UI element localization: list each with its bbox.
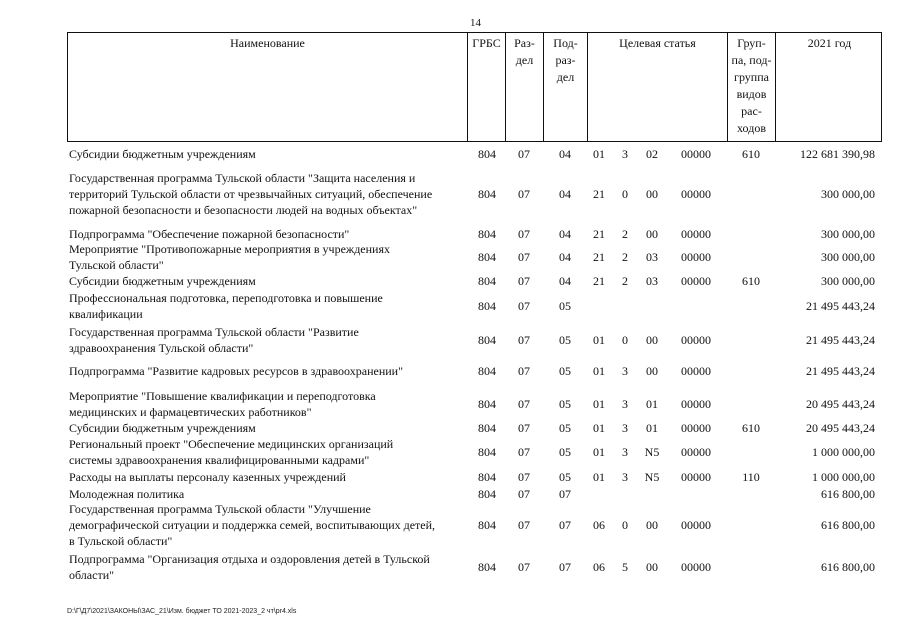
table-row [67, 437, 882, 467]
cell-t4: 00000 [681, 226, 711, 241]
cell-t3: 03 [646, 273, 658, 288]
cell-razd: 07 [518, 469, 530, 484]
cell-name: Государственная программа Тульской области "Развитие здравоохранения Тульской области" [69, 325, 359, 355]
cell-sum: 21 495 443,24 [806, 332, 875, 347]
cell-grp [736, 291, 766, 321]
cell-razd: 07 [518, 444, 530, 459]
cell-t1: 21 [593, 186, 605, 201]
cell-podr: 05 [559, 420, 571, 435]
cell-podr: 05 [559, 332, 571, 347]
cell-t4: 00000 [681, 517, 711, 532]
cell-name: Государственная программа Тульской области "Защита населения и территорий Тульской области от чрезвычайных ситуаций, обеспечение пожарной безопасности и безопасности людей на водных объектах" [69, 171, 433, 217]
cell-t3: 00 [646, 363, 658, 378]
cell-t2: 2 [622, 226, 628, 241]
cell-t2 [619, 291, 631, 321]
cell-t4: 00000 [681, 396, 711, 411]
cell-sum: 300 000,00 [821, 186, 875, 201]
cell-razd: 07 [518, 298, 530, 313]
cell-sum: 1 000 000,00 [812, 444, 875, 459]
table-row [67, 469, 882, 485]
cell-t2: 3 [622, 146, 628, 161]
cell-sum: 21 495 443,24 [806, 363, 875, 378]
cell-razd: 07 [518, 517, 530, 532]
cell-t4: 00000 [681, 444, 711, 459]
cell-t3: 03 [646, 249, 658, 264]
cell-grp [736, 437, 766, 467]
cell-t3 [640, 291, 664, 321]
cell-podr: 04 [559, 249, 571, 264]
table-row [67, 389, 882, 419]
cell-grbs: 804 [478, 186, 496, 201]
cell-t4: 00000 [681, 249, 711, 264]
cell-grbs: 804 [478, 559, 496, 574]
table-row [67, 550, 882, 584]
header-year: 2021 год [807, 36, 852, 50]
cell-t1: 01 [593, 444, 605, 459]
cell-t4: 00000 [681, 146, 711, 161]
cell-grbs: 804 [478, 226, 496, 241]
cell-name: Региональный проект "Обеспечение медицинских организаций системы здравоохранения квалифицированными кадрами" [69, 437, 394, 467]
cell-grp: 610 [742, 146, 760, 161]
cell-t4: 00000 [681, 469, 711, 484]
table-row [67, 420, 882, 436]
cell-grp [736, 169, 766, 219]
cell-grp [736, 243, 766, 271]
cell-t3: N5 [644, 469, 660, 484]
table-row [67, 503, 882, 547]
cell-t3: 01 [646, 396, 658, 411]
cell-t2: 0 [622, 517, 628, 532]
cell-t1: 01 [593, 396, 605, 411]
file-path: D:\Г\Д7\2021\ЗАКОНЫ\ЗАС_21\Изм. бюджет ТО 2021-2023_2 чт\pr4.xls [67, 608, 297, 615]
cell-t3 [640, 486, 664, 502]
cell-podr: 05 [559, 298, 571, 313]
cell-t2: 3 [622, 396, 628, 411]
cell-name: Субсидии бюджетным учреждениям [69, 274, 256, 288]
cell-t1: 01 [593, 420, 605, 435]
cell-sum: 1 000 000,00 [812, 469, 875, 484]
table-header [67, 32, 882, 142]
cell-t2: 5 [622, 559, 628, 574]
cell-razd: 07 [518, 146, 530, 161]
cell-t3: 00 [646, 186, 658, 201]
cell-sum: 122 681 390,98 [800, 146, 875, 161]
cell-t4: 00000 [681, 273, 711, 288]
table-row [67, 363, 882, 379]
cell-podr: 07 [559, 559, 571, 574]
cell-grp: 610 [742, 420, 760, 435]
cell-podr: 04 [559, 226, 571, 241]
cell-name: Субсидии бюджетным учреждениям [69, 147, 256, 161]
cell-t4: 00000 [681, 559, 711, 574]
cell-sum: 616 800,00 [821, 486, 875, 501]
cell-grp: 610 [742, 273, 760, 288]
table-row [67, 486, 882, 502]
cell-razd: 07 [518, 559, 530, 574]
cell-t2 [619, 486, 631, 502]
cell-podr: 04 [559, 146, 571, 161]
cell-podr: 05 [559, 396, 571, 411]
cell-grbs: 804 [478, 444, 496, 459]
cell-name: Подпрограмма "Обеспечение пожарной безопасности" [69, 227, 350, 241]
cell-grbs: 804 [478, 396, 496, 411]
cell-name: Мероприятие "Повышение квалификации и переподготовка медицинских и фармацевтических работников" [69, 389, 376, 419]
cell-razd: 07 [518, 249, 530, 264]
page-number: 14 [470, 17, 481, 29]
cell-grp [736, 503, 766, 547]
cell-sum: 616 800,00 [821, 559, 875, 574]
cell-podr: 04 [559, 273, 571, 288]
cell-t1: 01 [593, 469, 605, 484]
cell-t1: 21 [593, 273, 605, 288]
header-target: Целевая статья [588, 33, 728, 141]
header-group: Груп- па, под- группа видов рас- ходов [728, 33, 776, 141]
cell-sum: 616 800,00 [821, 517, 875, 532]
cell-t1 [590, 486, 608, 502]
cell-t1: 21 [593, 226, 605, 241]
cell-razd: 07 [518, 363, 530, 378]
cell-sum: 300 000,00 [821, 273, 875, 288]
cell-sum: 300 000,00 [821, 249, 875, 264]
cell-t2: 0 [622, 332, 628, 347]
table-row [67, 291, 882, 321]
cell-grbs: 804 [478, 273, 496, 288]
cell-sum: 300 000,00 [821, 226, 875, 241]
cell-t3: 00 [646, 226, 658, 241]
cell-t4: 00000 [681, 332, 711, 347]
cell-grbs: 804 [478, 298, 496, 313]
cell-name: Профессиональная подготовка, переподготовка и повышение квалификации [69, 291, 383, 321]
cell-name: Субсидии бюджетным учреждениям [69, 421, 256, 435]
cell-t3: N5 [644, 444, 660, 459]
cell-t3: 00 [646, 517, 658, 532]
cell-grbs: 804 [478, 486, 496, 501]
cell-podr: 07 [559, 517, 571, 532]
cell-grp [736, 389, 766, 419]
cell-t2: 3 [622, 444, 628, 459]
cell-t4: 00000 [681, 186, 711, 201]
cell-podr: 05 [559, 469, 571, 484]
cell-t1: 01 [593, 363, 605, 378]
cell-razd: 07 [518, 396, 530, 411]
cell-t4: 00000 [681, 420, 711, 435]
cell-t4: 00000 [681, 363, 711, 378]
cell-podr: 04 [559, 186, 571, 201]
cell-t3: 00 [646, 559, 658, 574]
table-row [67, 169, 882, 219]
cell-t3: 01 [646, 420, 658, 435]
header-name: Наименование [68, 33, 468, 141]
cell-grp: 110 [742, 469, 760, 484]
cell-t2: 3 [622, 469, 628, 484]
cell-podr: 05 [559, 444, 571, 459]
cell-t3: 00 [646, 332, 658, 347]
cell-t1: 01 [593, 146, 605, 161]
cell-t2: 3 [622, 420, 628, 435]
cell-t4 [677, 486, 715, 502]
cell-grp [736, 550, 766, 584]
cell-t2: 0 [622, 186, 628, 201]
cell-razd: 07 [518, 226, 530, 241]
cell-name: Молодежная политика [69, 487, 185, 501]
cell-razd: 07 [518, 420, 530, 435]
cell-t1: 06 [593, 559, 605, 574]
cell-t1: 01 [593, 332, 605, 347]
cell-podr: 05 [559, 363, 571, 378]
header-grbs: ГРБС [468, 33, 506, 141]
cell-t1 [590, 291, 608, 321]
cell-name: Расходы на выплаты персоналу казенных учреждений [69, 470, 346, 484]
cell-name: Государственная программа Тульской области "Улучшение демографической ситуации и поддержка семей, воспитывающих детей, в Тульской области" [69, 502, 436, 548]
cell-t2: 2 [622, 249, 628, 264]
cell-grbs: 804 [478, 469, 496, 484]
cell-grbs: 804 [478, 146, 496, 161]
cell-razd: 07 [518, 186, 530, 201]
cell-grbs: 804 [478, 420, 496, 435]
cell-t3: 02 [646, 146, 658, 161]
cell-name: Мероприятие "Противопожарные мероприятия в учреждениях Тульской области" [69, 242, 390, 272]
table-row [67, 226, 882, 242]
header-razdel: Раз- дел [506, 33, 544, 141]
cell-podr: 07 [559, 486, 571, 501]
cell-grp [736, 324, 766, 356]
cell-razd: 07 [518, 486, 530, 501]
cell-razd: 07 [518, 273, 530, 288]
cell-t1: 21 [593, 249, 605, 264]
cell-grbs: 804 [478, 249, 496, 264]
cell-grp [736, 226, 766, 242]
table-row [67, 146, 882, 162]
table-row [67, 273, 882, 289]
cell-t2: 3 [622, 363, 628, 378]
table-row [67, 324, 882, 356]
cell-grbs: 804 [478, 517, 496, 532]
table-row [67, 243, 882, 271]
cell-name: Подпрограмма "Организация отдыха и оздоровления детей в Тульской области" [69, 552, 430, 582]
cell-name: Подпрограмма "Развитие кадровых ресурсов в здравоохранении" [69, 364, 403, 378]
cell-razd: 07 [518, 332, 530, 347]
cell-grp [736, 363, 766, 379]
cell-sum: 20 495 443,24 [806, 420, 875, 435]
cell-sum: 20 495 443,24 [806, 396, 875, 411]
cell-sum: 21 495 443,24 [806, 298, 875, 313]
cell-grp [736, 486, 766, 502]
cell-grbs: 804 [478, 363, 496, 378]
cell-t1: 06 [593, 517, 605, 532]
cell-t4 [677, 291, 715, 321]
cell-grbs: 804 [478, 332, 496, 347]
header-podrazdel: Под- раз- дел [544, 33, 588, 141]
cell-t2: 2 [622, 273, 628, 288]
